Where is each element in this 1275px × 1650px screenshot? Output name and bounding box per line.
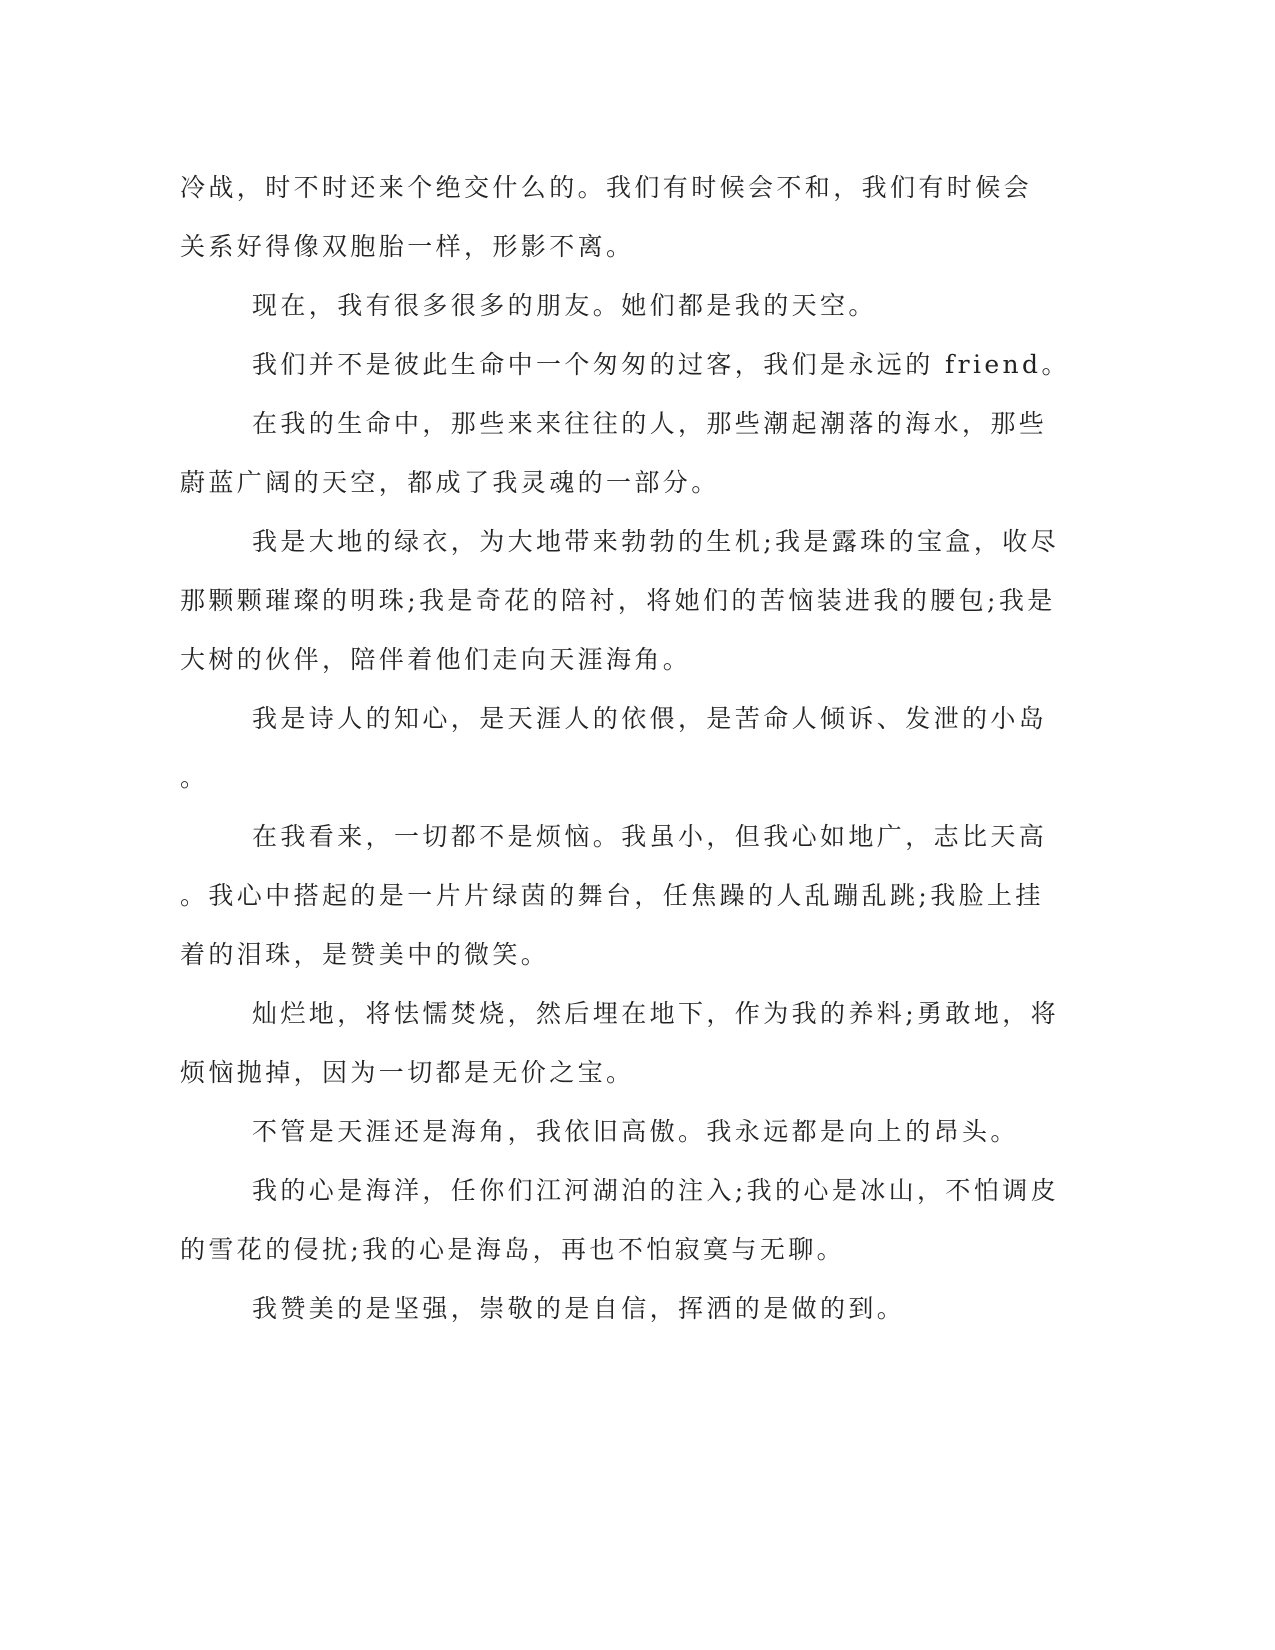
text-line: 我的心是海洋，任你们江河湖泊的注入;我的心是冰山，不怕调皮 [252, 1176, 1060, 1205]
text-line: 我是大地的绿衣，为大地带来勃勃的生机;我是露珠的宝盒，收尽 [252, 527, 1060, 556]
text-line: 在我的生命中，那些来来往往的人，那些潮起潮落的海水，那些 [252, 409, 1048, 438]
text-line: 大树的伙伴，陪伴着他们走向天涯海角。 [180, 645, 692, 674]
text-line: 着的泪珠，是赞美中的微笑。 [180, 940, 550, 969]
text-line: 灿烂地，将怯懦焚烧，然后埋在地下，作为我的养料;勇敢地，将 [252, 999, 1060, 1028]
text-line: 不管是天涯还是海角，我依旧高傲。我永远都是向上的昂头。 [252, 1117, 1019, 1146]
text-line: 烦恼抛掉，因为一切都是无价之宝。 [180, 1058, 635, 1087]
text-line: 。我心中搭起的是一片片绿茵的舞台，任焦躁的人乱蹦乱跳;我脸上挂 [180, 881, 1044, 910]
text-line: 那颗颗璀璨的明珠;我是奇花的陪衬，将她们的苦恼装进我的腰包;我是 [180, 586, 1056, 615]
text-line: 我赞美的是坚强，崇敬的是自信，挥洒的是做的到。 [252, 1294, 906, 1323]
text-line: 现在，我有很多很多的朋友。她们都是我的天空。 [252, 291, 877, 320]
text-line: 冷战，时不时还来个绝交什么的。我们有时候会不和，我们有时候会 [180, 173, 1033, 202]
text-line: 的雪花的侵扰;我的心是海岛，再也不怕寂寞与无聊。 [180, 1235, 846, 1264]
document-body [180, 158, 1070, 1338]
text-line: 关系好得像双胞胎一样，形影不离。 [180, 232, 635, 261]
text-line: 。 [180, 763, 209, 792]
text-line: 蔚蓝广阔的天空，都成了我灵魂的一部分。 [180, 468, 720, 497]
text-line: 我们并不是彼此生命中一个匆匆的过客，我们是永远的 friend。 [252, 350, 1070, 379]
text-line: 在我看来，一切都不是烦恼。我虽小，但我心如地广，志比天高 [252, 822, 1048, 851]
text-line: 我是诗人的知心，是天涯人的依偎，是苦命人倾诉、发泄的小岛 [252, 704, 1048, 733]
